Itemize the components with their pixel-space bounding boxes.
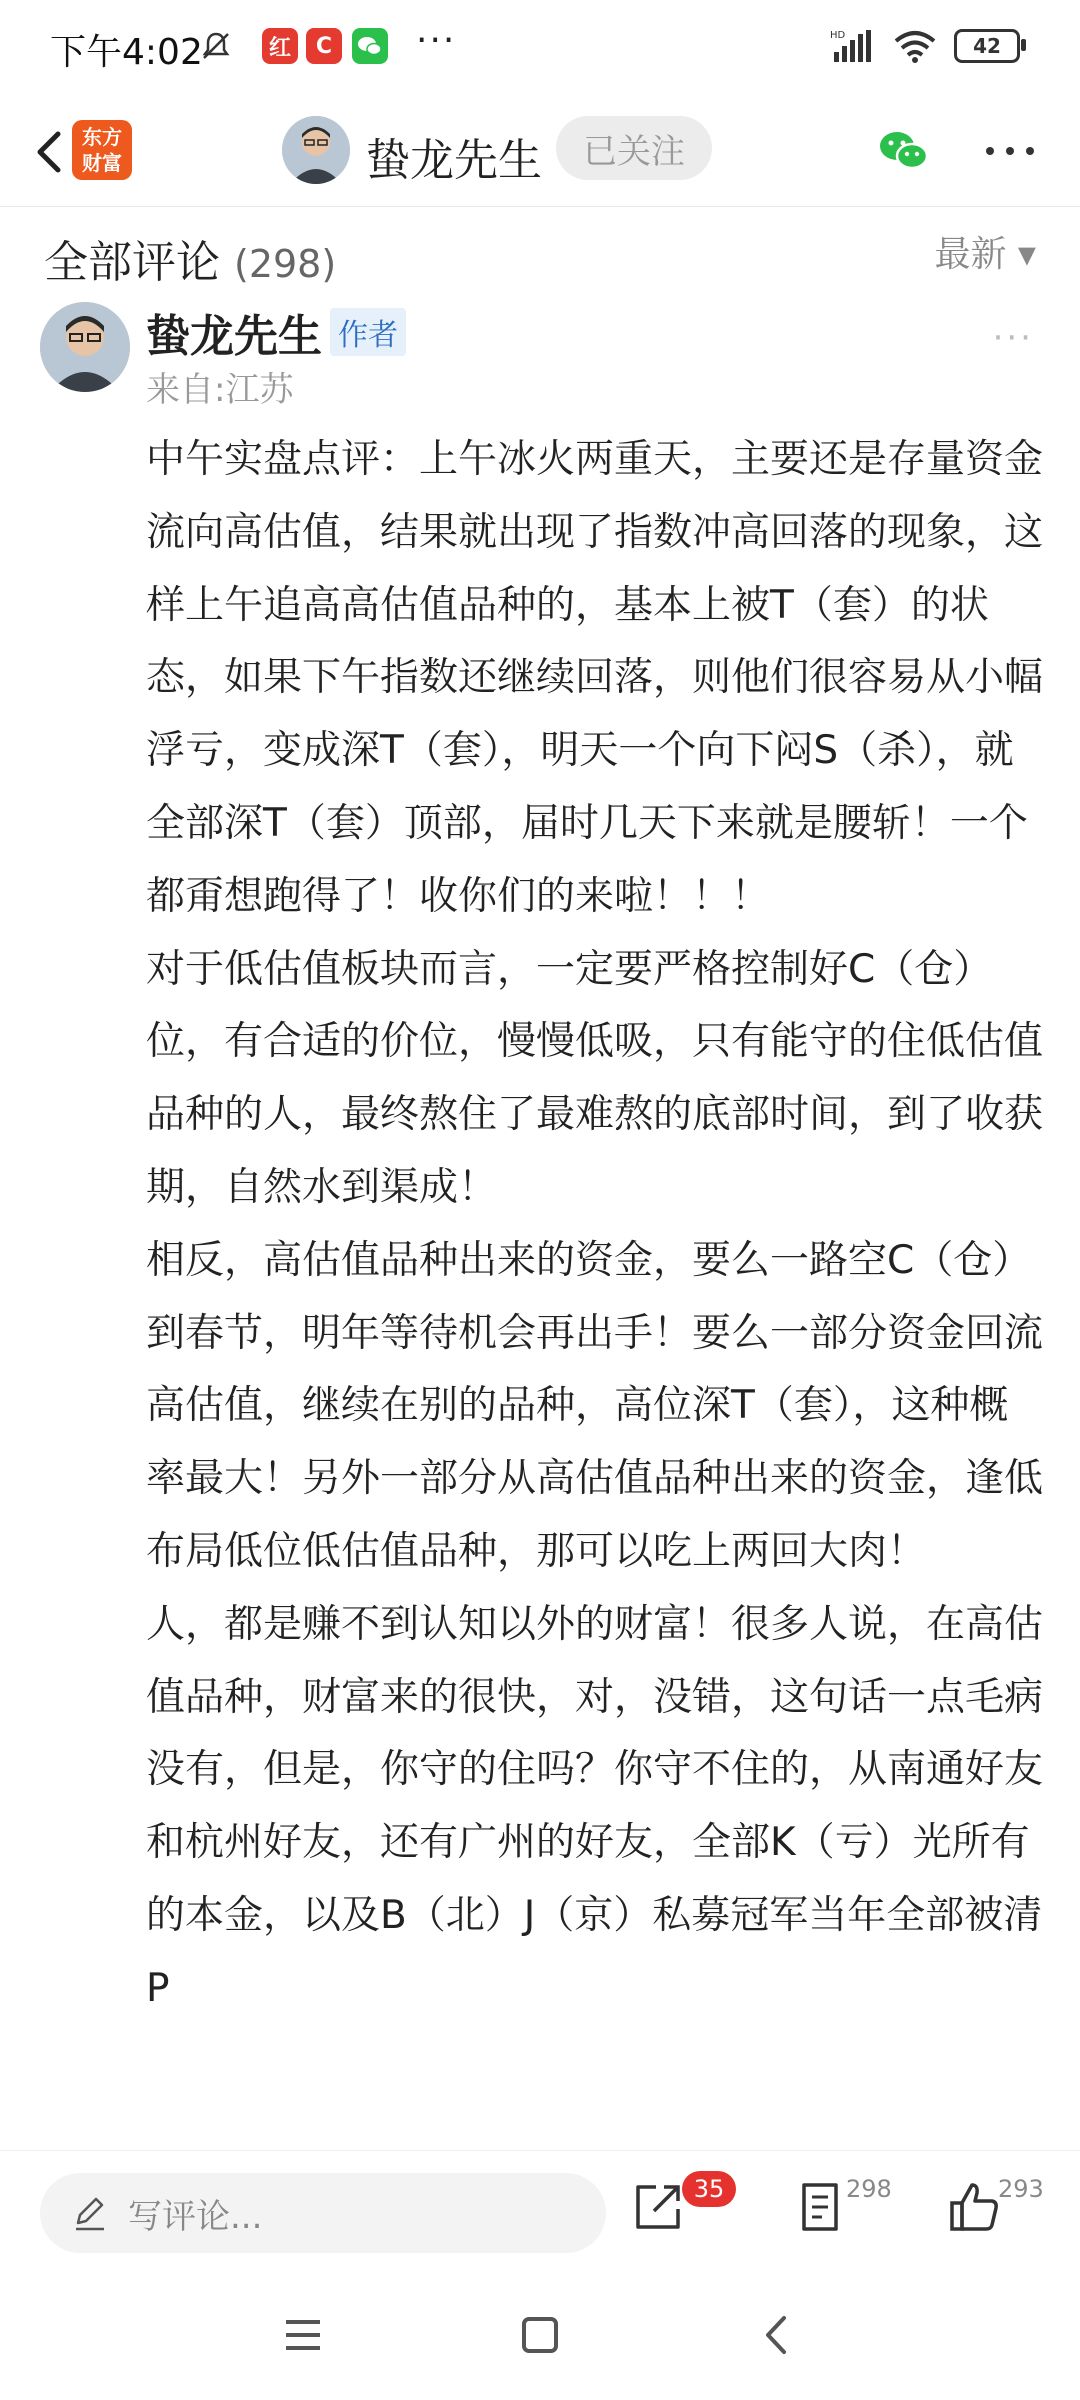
more-notifications: ···	[416, 20, 457, 61]
share-icon[interactable]	[628, 2177, 688, 2237]
svg-text:HD: HD	[830, 30, 846, 41]
post-content	[146, 424, 1046, 2026]
person-icon	[282, 116, 350, 184]
author-location: 来自:江苏	[146, 370, 294, 410]
comments-icon[interactable]	[790, 2177, 850, 2237]
app-c-icon: C	[306, 28, 342, 64]
share-count-badge: 35	[682, 2171, 736, 2207]
back-icon[interactable]	[752, 2310, 802, 2360]
author-avatar[interactable]	[40, 302, 130, 392]
like-count: 293	[998, 2175, 1044, 2203]
more-options-icon[interactable]	[980, 136, 1040, 166]
wechat-share-icon[interactable]	[874, 120, 934, 180]
post-paragraph: 相反，高估值品种出来的资金，要么一路空C（仓）到春节，明年等待机会再出手！要么一部分资金回流高估值，继续在别的品种，高位深T（套），这种概率最大！另外一部分从高估值品种出来的资金，逢低布局低位低估值品种，那可以吃上两回大肉！	[146, 1237, 1044, 1574]
nav-author-name[interactable]: 蛰龙先生	[366, 135, 542, 186]
status-bar	[0, 0, 1080, 100]
menu-icon[interactable]	[278, 2310, 328, 2360]
signal-icon	[830, 28, 876, 64]
author-badge: 作者	[330, 308, 406, 356]
comments-count: (298)	[234, 242, 337, 286]
mute-icon	[198, 28, 234, 64]
pen-icon	[70, 2193, 110, 2233]
battery-indicator: 42	[954, 29, 1020, 63]
person-icon	[40, 302, 130, 392]
author-avatar-small[interactable]	[282, 116, 350, 184]
post-author-name[interactable]: 蛰龙先生	[146, 311, 322, 362]
sort-dropdown[interactable]: 最新 ▾	[934, 234, 1036, 275]
home-icon[interactable]	[515, 2310, 565, 2360]
comments-header	[44, 226, 336, 290]
like-thumb-icon[interactable]	[944, 2177, 1004, 2237]
bottom-action-bar	[0, 2150, 1080, 2261]
logo-line-2: 财富	[82, 151, 122, 175]
logo-line-1: 东方	[82, 125, 122, 149]
system-nav-bar	[0, 2270, 1080, 2400]
post-more-button[interactable]: ···	[992, 318, 1034, 358]
eastmoney-logo[interactable]	[72, 120, 132, 180]
app-notification-icon: 红	[262, 28, 298, 64]
comment-input[interactable]	[40, 2173, 606, 2253]
comment-count: 298	[846, 2175, 892, 2203]
top-nav	[0, 100, 1080, 207]
wifi-icon	[894, 29, 936, 63]
post-paragraph: 中午实盘点评：上午冰火两重天，主要还是存量资金流向高估值，结果就出现了指数冲高回落的现象，这样上午追高高估值品种的，基本上被T（套）的状态，如果下午指数还继续回落，则他们很容易从小幅浮亏，变成深T（套），明天一个向下闷S（杀），就全部深T（套）顶部，届时几天下来就是腰斩！一个都甭想跑得了！收你们的来啦！！！	[146, 437, 1044, 919]
post-paragraph: 人，都是赚不到认知以外的财富！很多人说，在高估值品种，财富来的很快，对，没错，这句话一点毛病没有，但是，你守的住吗？你守不住的，从南通好友和杭州好友，还有广州的好友，全部K（亏）光所有的本金，以及B（北）J（京）私募冠军当年全部被清P	[146, 1601, 1044, 2011]
comment-placeholder: 写评论...	[128, 2196, 263, 2237]
comments-title: 全部评论	[44, 237, 220, 288]
follow-button[interactable]: 已关注	[556, 116, 712, 180]
status-right	[830, 28, 1020, 64]
wechat-notification-icon	[352, 28, 388, 64]
status-time: 下午4:02	[50, 32, 203, 73]
post-paragraph: 对于低估值板块而言，一定要严格控制好C（仓）位，有合适的价位，慢慢低吸，只有能守的住低估值品种的人，最终熬住了最难熬的底部时间，到了收获期，自然水到渠成！	[146, 946, 1044, 1210]
